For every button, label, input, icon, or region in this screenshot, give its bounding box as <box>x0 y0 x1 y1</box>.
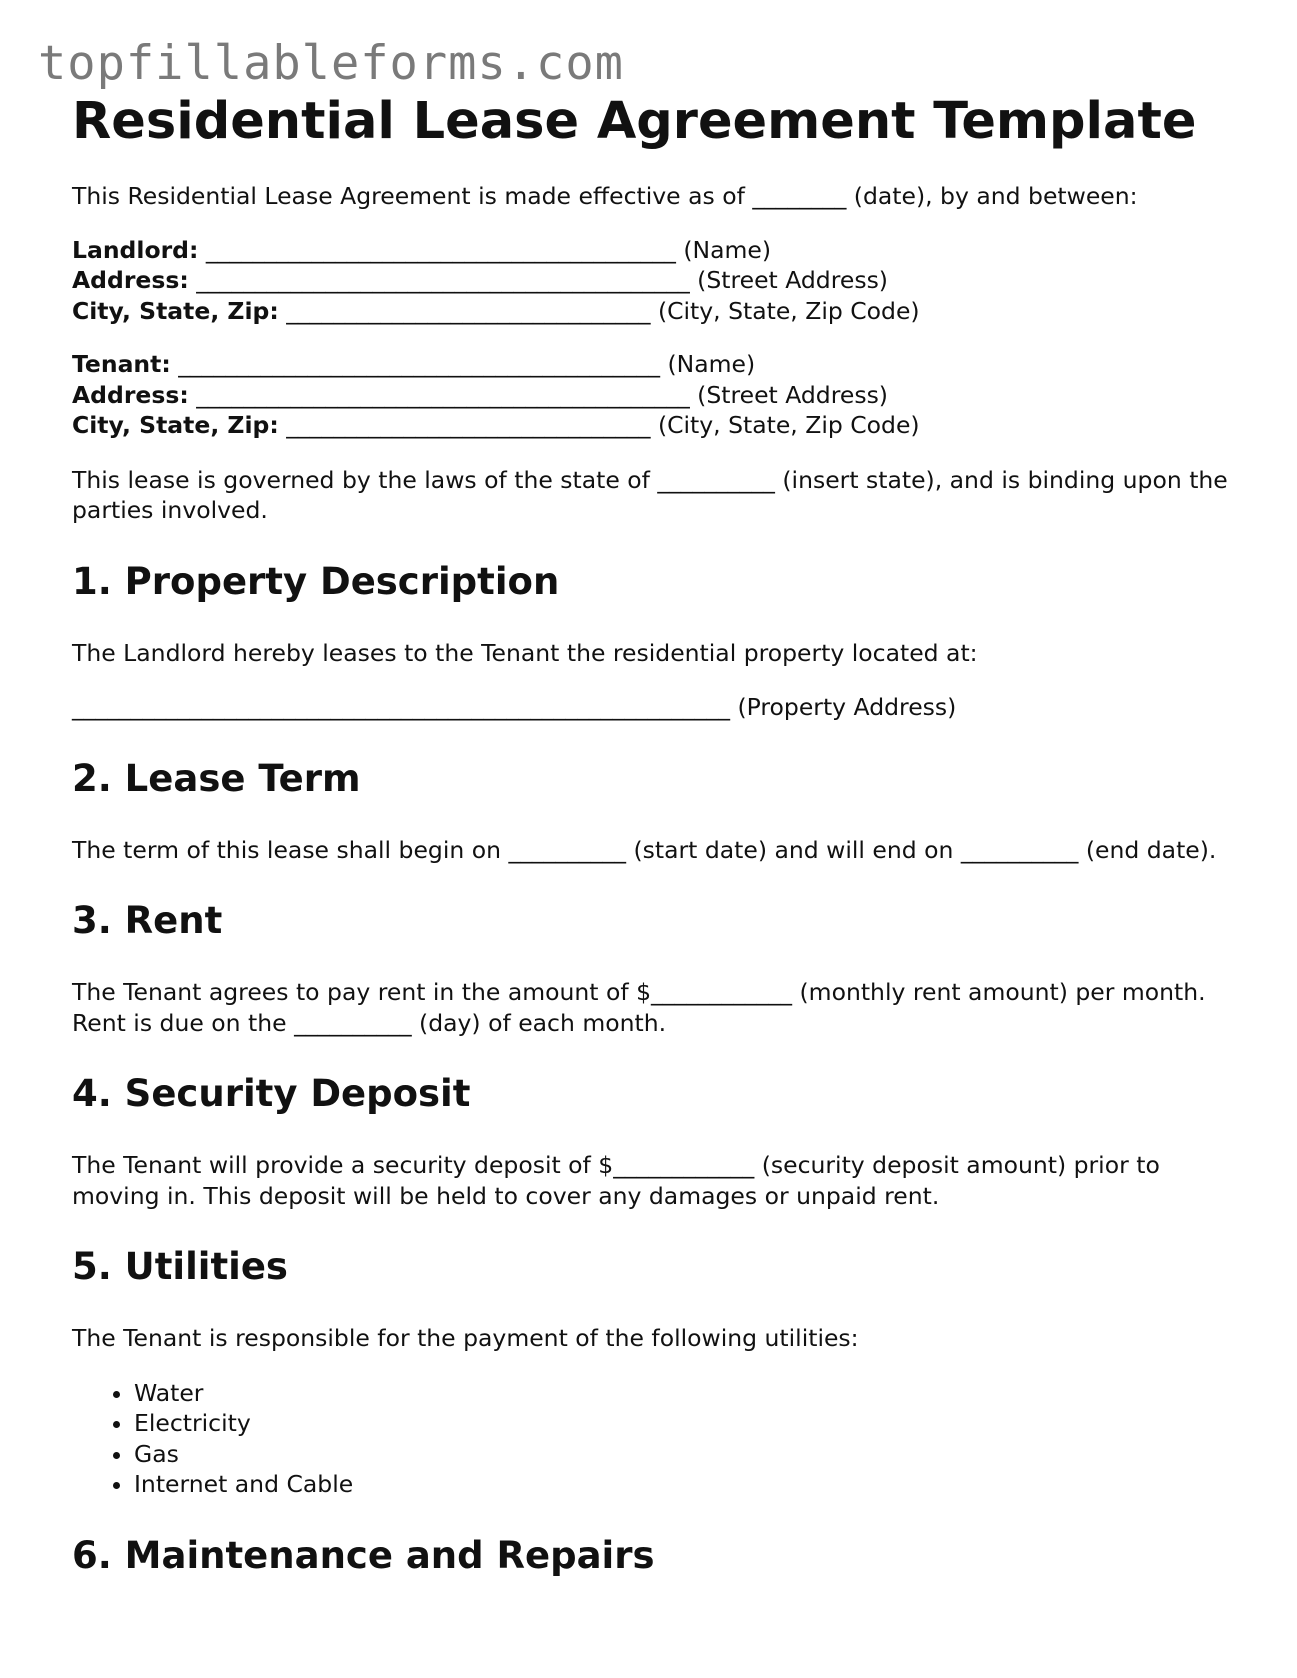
landlord-address-line <box>72 265 1232 296</box>
section-heading-rent: 3. Rent <box>72 899 223 942</box>
property-address-line: ________________________________________________________ (Property Address) <box>72 693 957 721</box>
tenant-city-line <box>72 410 1232 441</box>
deposit-paragraph: The Tenant will provide a security deposit of $____________ (security deposit amount) prior to moving in. This deposit will be held to cover any damages or unpaid rent. <box>72 1151 1160 1210</box>
landlord-name-field: ________________________________________ (Name) <box>198 235 772 264</box>
tenant-address-line <box>72 380 1232 411</box>
tenant-name-line <box>72 349 1232 380</box>
utilities-paragraph: The Tenant is responsible for the payment of the following utilities: <box>72 1324 859 1352</box>
utilities-list <box>72 1378 1232 1500</box>
section-property <box>72 560 1232 723</box>
list-item: • Electricity <box>134 1408 1232 1439</box>
section-heading-utilities: 5. Utilities <box>72 1245 288 1288</box>
section-deposit <box>72 1072 1232 1211</box>
tenant-address-field: __________________________________________ (Street Address) <box>188 380 888 409</box>
rent-paragraph: The Tenant agrees to pay rent in the amount of $____________ (monthly rent amount) per month. Rent is due on the __________ (day) of each month. <box>72 978 1206 1037</box>
tenant-city-label: City, State, Zip: <box>72 411 279 439</box>
landlord-name-label: Landlord: <box>72 235 199 264</box>
section-utilities <box>72 1245 1232 1500</box>
section-maintenance <box>72 1534 1232 1578</box>
list-item: • Internet and Cable <box>134 1469 1232 1500</box>
landlord-city-field: _______________________________ (City, State, Zip Code) <box>278 296 920 325</box>
section-heading-deposit: 4. Security Deposit <box>72 1072 471 1115</box>
landlord-city-line <box>72 296 1232 327</box>
landlord-city-label: City, State, Zip: <box>72 296 279 325</box>
list-item: • Water <box>134 1378 1232 1409</box>
governing-law-paragraph: This lease is governed by the laws of the state of __________ (insert state), and is binding upon the parties involved. <box>72 465 1228 524</box>
section-heading-property: 1. Property Description <box>72 559 560 603</box>
section-heading-term: 2. Lease Term <box>72 756 361 800</box>
tenant-name-label: Tenant: <box>72 350 171 378</box>
section-rent <box>72 899 1232 1038</box>
term-paragraph: The term of this lease shall begin on __________ (start date) and will end on __________ (end date). <box>72 835 1217 864</box>
landlord-block <box>72 235 1232 327</box>
document-page <box>72 92 1232 1578</box>
section-term <box>72 757 1232 866</box>
property-paragraph: The Landlord hereby leases to the Tenant the residential property located at: <box>72 638 978 667</box>
landlord-address-field: __________________________________________ (Street Address) <box>188 266 888 294</box>
landlord-name-line <box>72 235 1232 266</box>
page-title: Residential Lease Agreement Template <box>72 92 1197 151</box>
watermark-text: topfillableforms.com <box>38 36 624 91</box>
tenant-address-label: Address: <box>72 380 189 409</box>
tenant-block <box>72 349 1232 441</box>
landlord-address-label: Address: <box>72 266 189 294</box>
intro-paragraph: This Residential Lease Agreement is made effective as of ________ (date), by and between: <box>72 182 1138 210</box>
tenant-city-field: _______________________________ (City, State, Zip Code) <box>278 411 920 439</box>
tenant-name-field: _________________________________________ (Name) <box>170 350 756 378</box>
section-heading-maintenance: 6. Maintenance and Repairs <box>72 1533 655 1577</box>
list-item: • Gas <box>134 1439 1232 1470</box>
